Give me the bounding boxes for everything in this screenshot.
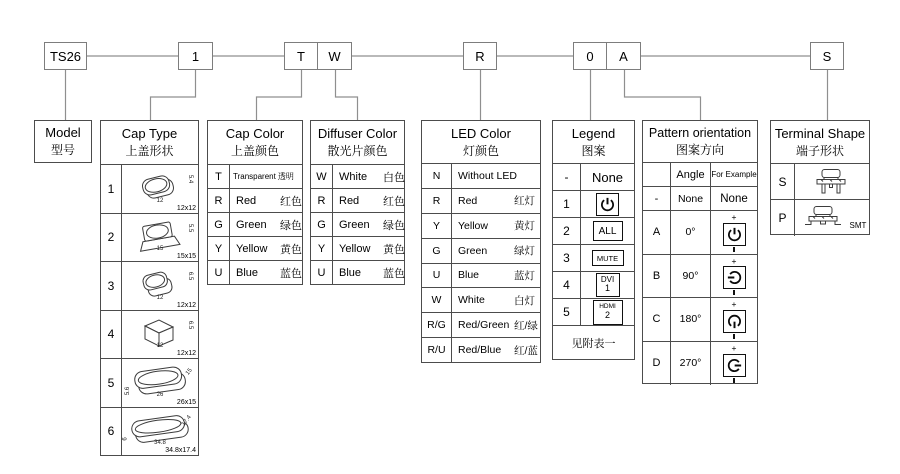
- pattern-angle: 180°: [671, 298, 711, 341]
- diffuser-code: W: [311, 165, 333, 188]
- pattern-example-cell: [711, 255, 757, 298]
- diffuser-label: [333, 165, 405, 188]
- legend-code: 3: [553, 245, 581, 271]
- label-zh: 黄色: [383, 243, 405, 256]
- cap-width-dim: 12: [156, 294, 164, 301]
- cap-color-label: [230, 237, 302, 260]
- diffuser-label: [333, 213, 405, 236]
- col-header-angle: Angle: [671, 163, 711, 186]
- label-en: Red/Green: [458, 319, 510, 332]
- label-zh: 绿灯: [514, 245, 535, 258]
- cap-type-row: [101, 408, 198, 456]
- label-zh: 红/绿: [514, 319, 538, 332]
- pattern-column-headers: [643, 163, 757, 187]
- pattern-row: [643, 255, 757, 299]
- cap-type-row: [101, 359, 198, 408]
- led-color-label: [452, 239, 540, 263]
- label-zh: 蓝色: [280, 267, 302, 280]
- model-title: Model: [45, 125, 81, 140]
- legend-row: [553, 245, 634, 272]
- pattern-code: A: [643, 211, 671, 254]
- cap-height-dim: 5.5: [186, 223, 193, 232]
- cap-type-code: 1: [101, 165, 122, 213]
- legend-code: 1: [553, 191, 581, 217]
- cap-color-code: G: [208, 213, 230, 236]
- label-en: Transparent: [233, 172, 276, 181]
- pattern-row: [643, 211, 757, 255]
- diffuser-label: [333, 261, 405, 284]
- led-color-code: U: [422, 264, 452, 288]
- cap-color-code: Y: [208, 237, 230, 260]
- cap-type-row: [101, 262, 198, 311]
- cap-type-table: [100, 120, 199, 456]
- diffuser-color-table: [310, 120, 405, 285]
- cap-drawing-4: [122, 311, 198, 359]
- icon-line2: 2: [604, 309, 610, 320]
- terminal-code: S: [771, 164, 795, 199]
- label-en: Blue: [339, 266, 362, 279]
- pattern-code: B: [643, 255, 671, 298]
- code-box-diffuser: W: [317, 42, 352, 70]
- power-icon-270deg: [723, 354, 746, 377]
- legend-code: 4: [553, 272, 581, 298]
- polarity-plus-marker: +: [731, 255, 737, 266]
- cap-height-dim: 6.5: [186, 271, 193, 281]
- cap-color-code: R: [208, 189, 230, 212]
- led-color-row: [422, 338, 540, 362]
- cap-height-dim: 5.6: [125, 386, 132, 395]
- diffuser-code: Y: [311, 237, 333, 260]
- led-color-row: [422, 214, 540, 239]
- terminal-subtitle: 端子形状: [795, 143, 844, 158]
- terminal-shape-table: [770, 120, 870, 235]
- cap-color-subtitle: 上盖颜色: [230, 144, 279, 158]
- diffuser-row: [311, 165, 404, 189]
- polarity-plus-marker: +: [731, 299, 737, 309]
- pattern-example-cell: [711, 342, 757, 386]
- label-en: Green: [339, 218, 370, 231]
- led-color-label: [452, 214, 540, 238]
- label-en: Red/Blue: [458, 344, 502, 357]
- legend-subtitle: 图案: [581, 143, 606, 158]
- diffuser-code: U: [311, 261, 333, 284]
- led-color-title: LED Color: [451, 125, 511, 141]
- cap-size-label: 15x15: [176, 253, 196, 260]
- pattern-orientation-table: [642, 120, 758, 384]
- cap-color-code: T: [208, 165, 230, 188]
- hdmi-legend-icon: [593, 300, 623, 325]
- terminal-code: P: [771, 200, 795, 236]
- legend-code: 2: [553, 218, 581, 244]
- legend-icon-cell: [581, 218, 634, 244]
- led-color-row: [422, 313, 540, 338]
- diffuser-row: [311, 189, 404, 213]
- cap-size-label: 12x12: [176, 204, 196, 212]
- pattern-example-cell: [711, 298, 757, 341]
- label-zh: 绿色: [383, 219, 405, 232]
- led-color-label: [452, 264, 540, 288]
- diffuser-row: [311, 237, 404, 261]
- label-zh: 黄色: [280, 243, 302, 256]
- cap-height-dim: 5.4: [186, 174, 193, 184]
- cap-drawing-3: [122, 262, 198, 310]
- led-color-label: [452, 288, 540, 312]
- dvi-legend-icon: [596, 273, 620, 297]
- label-en: White: [458, 294, 485, 307]
- cap-drawing-5: [122, 359, 198, 407]
- pattern-code: -: [643, 187, 671, 210]
- icon-line1: DVI: [600, 274, 615, 284]
- led-color-label: [452, 338, 540, 362]
- led-color-code: W: [422, 288, 452, 312]
- led-color-code: R/G: [422, 313, 452, 337]
- legend-row: [553, 191, 634, 218]
- label-zh: 红灯: [514, 195, 535, 208]
- model-subtitle: 型号: [50, 143, 75, 157]
- mute-legend-icon: MUTE: [592, 250, 624, 266]
- legend-row: [553, 272, 634, 299]
- terminal-row: [771, 200, 869, 236]
- cap-width-dim: 15: [156, 246, 164, 252]
- diffuser-label: [333, 189, 405, 212]
- diffuser-title: Diffuser Color: [317, 126, 398, 141]
- code-box-model: TS26: [44, 42, 87, 70]
- cap-color-title: Cap Color: [225, 126, 285, 141]
- legend-icon-cell: [581, 191, 634, 217]
- cap-width-dim: 26: [156, 391, 164, 398]
- cap-size-label: 26x15: [176, 398, 196, 406]
- terminal-title: Terminal Shape: [774, 125, 866, 141]
- polarity-bottom-marker: [733, 290, 734, 295]
- power-icon-0deg: [723, 223, 746, 246]
- label-zh: 黄灯: [514, 220, 535, 233]
- legend-icon-cell: [581, 299, 634, 325]
- cap-type-title: Cap Type: [121, 126, 178, 141]
- legend-row: [553, 299, 634, 326]
- code-box-terminal: S: [810, 42, 844, 70]
- legend-row: [553, 218, 634, 245]
- cap-color-label: [230, 213, 302, 236]
- diffuser-row: [311, 261, 404, 284]
- pattern-angle: 0°: [671, 211, 711, 254]
- led-color-label: [452, 164, 540, 188]
- cap-drawing-2: [122, 214, 198, 262]
- legend-row: [553, 164, 634, 191]
- code-box-orientation: A: [606, 42, 641, 70]
- cap-depth-dim: 15: [185, 367, 195, 377]
- cap-color-label: [230, 261, 302, 284]
- terminal-row: [771, 164, 869, 200]
- diffuser-subtitle: 散光片颜色: [327, 144, 388, 158]
- pattern-angle: None: [671, 187, 711, 210]
- cap-size-label: 34.8x17.4: [165, 447, 196, 454]
- legend-title: Legend: [571, 125, 616, 141]
- pattern-code: D: [643, 342, 671, 386]
- cap-type-row: [101, 311, 198, 360]
- label-en: Green: [236, 218, 267, 231]
- led-color-row: [422, 189, 540, 214]
- pattern-title: Pattern orientation: [648, 125, 752, 140]
- power-icon: [596, 193, 619, 216]
- cap-type-code: 6: [101, 408, 122, 456]
- cap-color-row: [208, 237, 302, 261]
- legend-table: [552, 120, 635, 360]
- power-icon-180deg: [723, 310, 746, 333]
- terminal-label: SMT: [849, 221, 867, 230]
- led-color-row: [422, 264, 540, 289]
- polarity-plus-marker: +: [731, 343, 737, 353]
- label-zh: 绿色: [280, 219, 302, 232]
- label-zh: 红/蓝: [514, 344, 538, 357]
- led-color-row: [422, 164, 540, 189]
- code-box-cap-type: 1: [178, 42, 213, 70]
- legend-code: 5: [553, 299, 581, 325]
- cap-type-subtitle: 上盖形状: [125, 144, 174, 158]
- label-en: Red: [458, 194, 478, 207]
- legend-code: -: [553, 164, 581, 190]
- diffuser-row: [311, 213, 404, 237]
- led-color-code: G: [422, 239, 452, 263]
- cap-color-row: [208, 261, 302, 284]
- pattern-subtitle: 图案方向: [675, 142, 724, 157]
- pattern-row: [643, 187, 757, 211]
- label-en: Without LED: [458, 169, 517, 182]
- cap-width-dim: 12: [156, 343, 164, 349]
- all-legend-icon: ALL: [593, 221, 623, 241]
- icon-line1: HDMI: [599, 303, 616, 311]
- pattern-code: C: [643, 298, 671, 341]
- power-icon-90deg: [723, 266, 746, 289]
- cap-type-row: [101, 165, 198, 214]
- legend-icon-cell: [581, 272, 634, 298]
- led-color-code: R: [422, 189, 452, 213]
- cap-width-dim: 34.8: [154, 440, 166, 446]
- label-zh: 白灯: [514, 294, 535, 307]
- led-color-subtitle: 灯颜色: [462, 143, 499, 158]
- label-en: White: [339, 170, 368, 183]
- cap-color-row: [208, 213, 302, 237]
- label-zh: 蓝色: [383, 267, 405, 280]
- cap-type-code: 4: [101, 311, 122, 359]
- label-en: Yellow: [458, 219, 488, 232]
- label-zh: 白色: [383, 171, 405, 184]
- pattern-row: [643, 342, 757, 386]
- polarity-bottom-marker: [733, 378, 734, 383]
- led-color-label: [452, 313, 540, 337]
- pattern-angle: 270°: [671, 342, 711, 386]
- label-zh: 红色: [280, 195, 302, 208]
- cap-drawing-1: [122, 165, 198, 213]
- cap-width-dim: 12: [156, 197, 164, 204]
- cap-drawing-6: [122, 408, 198, 456]
- diffuser-label: [333, 237, 405, 260]
- diffuser-code: G: [311, 213, 333, 236]
- code-box-legend: 0: [573, 42, 607, 70]
- cap-depth-dim: 17.4: [181, 414, 194, 427]
- col-header-example: For Example: [711, 170, 757, 179]
- cap-height-dim: 6.5: [186, 320, 193, 329]
- pattern-example: None: [720, 192, 748, 205]
- pattern-example-cell: [711, 211, 757, 254]
- polarity-plus-marker: +: [731, 212, 737, 222]
- col-header-blank: [643, 163, 671, 186]
- legend-icon-cell: [581, 245, 634, 271]
- diffuser-code: R: [311, 189, 333, 212]
- led-color-code: N: [422, 164, 452, 188]
- cap-size-label: 12x12: [176, 350, 196, 357]
- led-color-code: R/U: [422, 338, 452, 362]
- code-box-led-color: R: [463, 42, 497, 70]
- label-zh: 透明: [277, 172, 294, 181]
- cap-type-code: 2: [101, 214, 122, 262]
- label-en: Blue: [236, 266, 259, 279]
- label-en: Green: [458, 244, 488, 257]
- cap-type-row: [101, 214, 198, 263]
- label-en: Blue: [458, 269, 480, 282]
- smt-switch-icon: [795, 200, 869, 236]
- led-color-code: Y: [422, 214, 452, 238]
- cap-color-table: [207, 120, 303, 285]
- cap-color-label: [230, 189, 302, 212]
- code-box-cap-color: T: [284, 42, 318, 70]
- legend-none-label: None: [591, 169, 624, 185]
- cap-type-code: 3: [101, 262, 122, 310]
- cap-color-row: [208, 165, 302, 189]
- led-color-row: [422, 239, 540, 264]
- label-zh: 红色: [383, 195, 405, 208]
- label-en: Yellow: [236, 242, 268, 255]
- legend-footer: 见附表一: [571, 337, 616, 350]
- led-color-row: [422, 288, 540, 313]
- cap-color-row: [208, 189, 302, 213]
- polarity-bottom-marker: [733, 247, 734, 252]
- cap-size-label: 12x12: [176, 301, 196, 309]
- label-en: Red: [339, 194, 360, 207]
- cap-color-label: [230, 165, 302, 188]
- pattern-row: [643, 298, 757, 342]
- cap-color-code: U: [208, 261, 230, 284]
- label-en: Yellow: [339, 242, 371, 255]
- through-hole-switch-icon: [795, 164, 869, 199]
- icon-line2: 1: [604, 283, 610, 294]
- pattern-angle: 90°: [671, 255, 711, 298]
- led-color-table: [421, 120, 541, 363]
- cap-type-code: 5: [101, 359, 122, 407]
- cap-height-dim: 6: [122, 437, 129, 441]
- model-table: [34, 120, 92, 163]
- led-color-label: [452, 189, 540, 213]
- label-en: Red: [236, 194, 257, 207]
- label-zh: 蓝灯: [514, 269, 535, 282]
- polarity-bottom-marker: [733, 334, 734, 339]
